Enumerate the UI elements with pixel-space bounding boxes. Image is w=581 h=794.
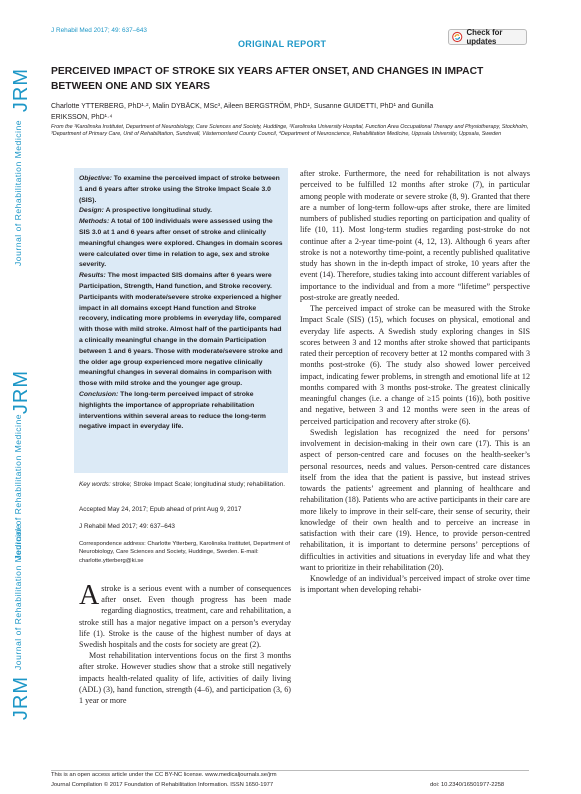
body-paragraph: Astroke is a serious event with a number of consequences after onset. Even though progress has been made regarding diagnostics, treatment, care and rehabilitation, a stroke still has a major negative impact on a person’s everyday life (1). Stroke is the cause of the highest number of days at Swedish hospitals and the costs for society are great (2). — [79, 580, 291, 650]
abstract-conclusion: Conclusion: The long-term perceived impact of stroke highlights the importance of appropriate rehabilitation interventions within several areas to reduce the long-term negative impact in everyday life. — [79, 390, 266, 431]
abstract-objective: Objective: To examine the perceived impact of stroke between 1 and 6 years after stroke using the Stroke Impact Scale 3.0 (SIS). — [79, 175, 280, 204]
report-type: ORIGINAL REPORT — [238, 39, 327, 49]
keywords: Key words: stroke; Stroke Impact Scale; longitudinal study; rehabilitation. — [79, 481, 286, 488]
author-list — [51, 101, 529, 123]
body-column-right — [300, 168, 530, 596]
authors-line: ERIKSSON, PhD¹·⁴ — [51, 114, 113, 121]
accepted-date: Accepted May 24, 2017; Epub ahead of print Aug 9, 2017 — [79, 506, 242, 513]
body-paragraph: Swedish legislation has recognized the need for persons’ involvement in decision-making in their own care (17). This is an aspect of person-centred care and focuses on the health-seeker’s personal resources, needs and values. Person-centred care distances itself from the idea that the patient is passive, but instead strives towards the patients’ agreement and planning of healthcare and rehabilitation (18). Patients who are active participants in their care are more likely to improve in their self-care, their sense of security, their knowledge of their own health and to perceive an increase in satisfaction with their care (19). Hence, to provide person-centred rehabilitation, it is important to determine persons’ perceptions of difficulties in activities and situations in everyday life and what they want to prioritize in their rehabilitation (20). — [300, 427, 530, 572]
body-column-left — [79, 580, 291, 706]
sidebar-jrm-logo: JRM — [10, 370, 32, 415]
sidebar-journal-name: Journal of Rehabilitation Medicine — [13, 120, 23, 266]
sidebar-journal-name: Journal of Rehabilitation Medicine — [13, 524, 23, 670]
license-note: This is an open access article under the CC BY-NC license. www.medicaljournals.se/jrm — [51, 772, 277, 778]
doi: doi: 10.2340/16501977-2258 — [430, 782, 505, 788]
citation: J Rehabil Med 2017; 49: 637–643 — [79, 523, 175, 530]
abstract-box — [74, 168, 288, 473]
body-paragraph: after stroke. Furthermore, the need for rehabilitation is not always perceived to be fulfilled 12 months after stroke (7), in particular among people with moderate or severe stroke (8, 9). Granted that there are a number of long-term follow-ups after stroke, there are limited numbers of published studies reporting on participation and quality of life (10, 11). Most long-term studies regarding post-stroke do not continue after a 2-year time-point (4, 12, 13). Although 6 years after stroke is not a noteworthy time-point, a recently published qualitative study has shown in the in-depth impact of stroke, 10 years after the event (14). Therefore, studies taking into account different variables of importance to the individual and from a more “lifetime” perspective post-stroke are greatly needed. — [300, 169, 530, 302]
journal-sidebar — [0, 0, 40, 794]
sidebar-jrm-logo: JRM — [10, 68, 32, 113]
authors-line: Charlotte YTTERBERG, PhD¹·², Malin DYBÄCK, MSc³, Aileen BERGSTRÖM, PhD¹, Susanne GUIDETTI, PhD¹ and Gunilla — [51, 103, 434, 110]
abstract-methods: Methods: A total of 100 individuals were assessed using the SIS 3.0 at 1 and 6 years after onset of stroke and clinically meaningful changes were explored. Changes in domain scores were calculated over time in relation to age, sex and stroke severity. — [79, 218, 283, 269]
abstract-results: Results: The most impacted SIS domains after 6 years were Participation, Strength, Hand function, and Stroke recovery. Participants with moderate/severe stroke experienced a higher impact in all domains except Hand function and Stroke recovery, indicating more problems in everyday life, compared with those with mild stroke. Almost half of the participants had a clinically meaningful change in the domain Participation between 1 and 6 years. Those with moderate/severe stroke and the older age group experienced more negative clinically meaningful changes in several domains in comparison with those with mild stroke and the younger age group. — [79, 272, 283, 388]
journal-compilation: Journal Compilation © 2017 Foundation of Rehabilitation Information. ISSN 1650-1977 — [51, 782, 274, 788]
affiliations: From the ¹Karolinska Institutet, Department of Neurobiology, Care Sciences and Society, Huddinge, ²Karolinska University Hospital, Function Area Occupational Therapy and Physiotherapy, Stockholm, ³Department of Primary Care, Unit of Rehabilitation, Sundsvall, Västernorrland County Council, ⁴Department of Neuroscience, Rehabilitation Medicine, Uppsala University, Uppsala, Sweden — [51, 124, 529, 137]
article-title: PERCEIVED IMPACT OF STROKE SIX YEARS AFTER ONSET, AND CHANGES IN IMPACT BETWEEN ONE AND SIX YEARS — [51, 66, 484, 92]
journal-reference: J Rehabil Med 2017; 49: 637–643 — [51, 27, 147, 34]
footer-divider — [51, 770, 529, 771]
body-paragraph: Most rehabilitation interventions focus on the first 3 months after stroke. However studies show that a stroke still negatively impacts health-related quality of life, activities of daily living (ADL) (3), hand function, strength (4–6), and participation (3, 6) 1 year or more — [79, 651, 291, 706]
sidebar-jrm-logo: JRM — [10, 676, 32, 721]
body-paragraph: Knowledge of an individual’s perceived impact of stroke over time is important when developing rehabi- — [300, 574, 530, 595]
body-paragraph: The perceived impact of stroke can be measured with the Stroke Impact Scale (SIS) (15), which focuses on physical, emotional and everyday life aspects. A Swedish study exploring changes in SIS scores between 3 and 12 months after stroke showed that participants rated their perception of recovery better at 12 months compared with 3 months post-stroke (6). The study also showed lower perceived impact, indicating fewer problems, in strength and emotional life at 12 months compared with 3 months post-stroke. The greatest clinically meaningful changes (i.e. a change of ≥15 points (16)), both positive and negative, between 3 and 12 months were seen in the areas of perceived participation and recovery after stroke (6). — [300, 304, 530, 426]
sidebar-journal-name: Journal of Rehabilitation Medicine — [13, 414, 23, 560]
check-for-updates-button[interactable] — [448, 29, 527, 45]
check-for-updates-label: Check for updates — [466, 28, 503, 46]
refresh-badge-icon — [452, 31, 463, 43]
abstract-design: Design: A prospective longitudinal study. — [79, 207, 213, 215]
correspondence: Correspondence address: Charlotte Ytterberg, Karolinska Institutet, Department of Neurobiology, Care Sciences and Society, Huddinge, Sweden. E-mail: charlotte.ytterberg@ki.se — [79, 541, 290, 564]
drop-cap: A — [79, 580, 100, 611]
